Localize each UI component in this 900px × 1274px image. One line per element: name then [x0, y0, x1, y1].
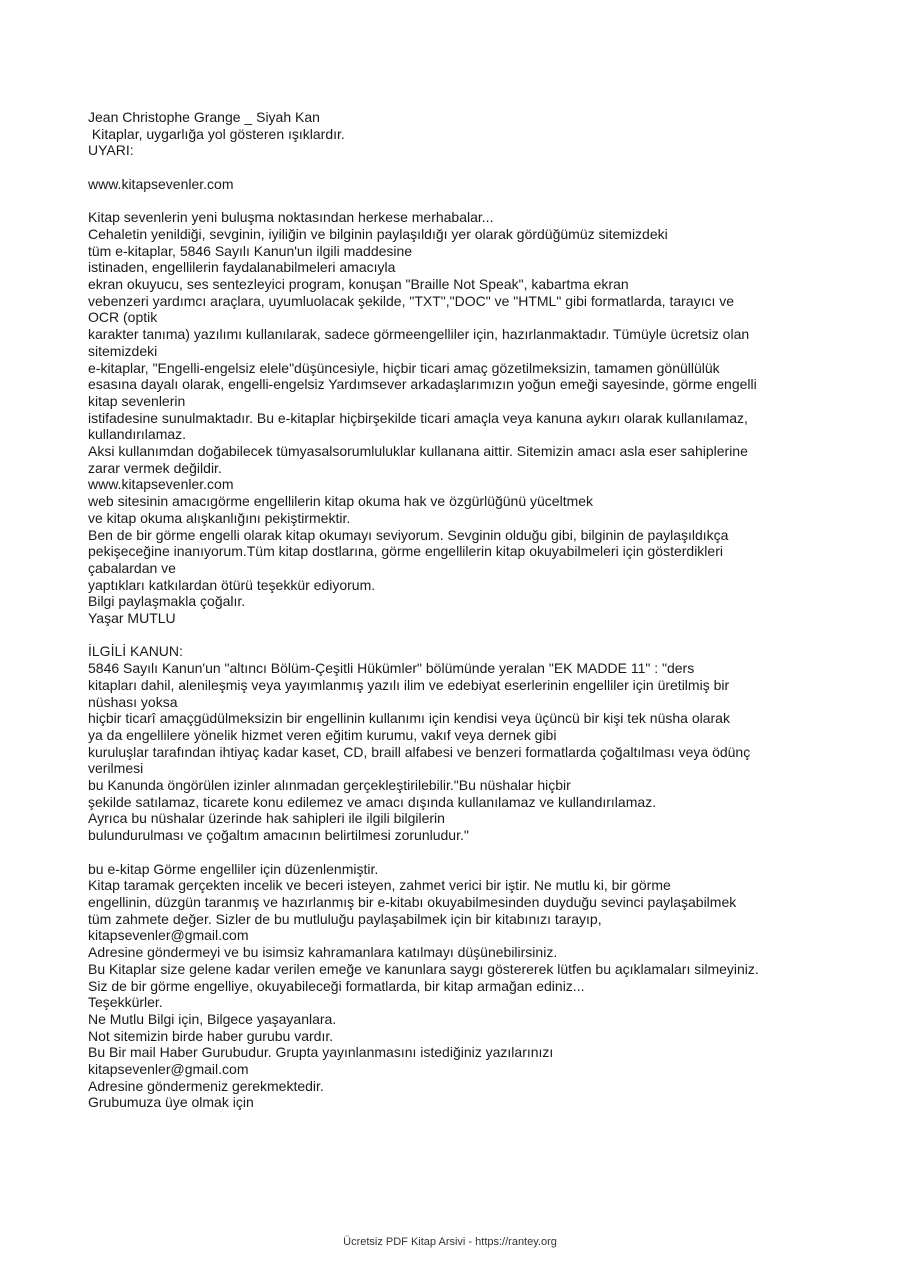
closing-line: engellinin, düzgün taranmış ve hazırlanmış bir e-kitabı okuyabilmesinden duyduğu sevinci paylaşabilmek [88, 893, 737, 910]
spacer [88, 159, 828, 176]
closing-line: bu e-kitap Görme engelliler için düzenlenmiştir. [88, 860, 379, 877]
law-line: verilmesi [88, 760, 144, 777]
closing-line: Bu Bir mail Haber Gurubudur. Grupta yayınlanmasını istediğiniz yazılarınızı [88, 1044, 554, 1061]
warning-line: ve kitap okuma alışkanlığını pekiştirmektir. [88, 509, 351, 526]
warning-line: Ben de bir görme engelli olarak kitap okumayı seviyorum. Sevginin olduğu gibi, bilginin de paylaşıldıkça [88, 526, 729, 543]
closing-line: Kitap taramak gerçekten incelik ve beceri isteyen, zahmet verici bir iştir. Ne mutlu ki, bir görme [88, 877, 671, 894]
law-line: bulundurulması ve çoğaltım amacının belirtilmesi zorunludur." [88, 827, 469, 844]
warning-line: esasına dayalı olarak, engelli-engelsiz Yardımsever arkadaşlarımızın yoğun emeği sayesinde, görme engelli [88, 376, 757, 393]
law-line: bu Kanunda öngörülen izinler alınmadan gerçekleştirilebilir."Bu nüshalar hiçbir [88, 777, 571, 794]
warning-line: web sitesinin amacıgörme engellilerin kitap okuma hak ve özgürlüğünü yüceltmek [88, 493, 594, 510]
closing-line: kitapsevenler@gmail.com [88, 927, 249, 944]
law-line: kuruluşlar tarafından ihtiyaç kadar kaset, CD, braill alfabesi ve benzeri formatlarda çoğaltılması veya ödünç [88, 743, 751, 760]
document-page [88, 109, 828, 1111]
closing-line: Siz de bir görme engelliye, okuyabileceği formatlarda, bir kitap armağan ediniz... [88, 977, 585, 994]
warning-line: kullandırılamaz. [88, 426, 187, 443]
warning-line: Cehaletin yenildiği, sevginin, iyiliğin ve bilginin paylaşıldığı yer olarak gördüğümüz sitemizdeki [88, 225, 668, 242]
law-block [88, 643, 828, 843]
closing-line: Ne Mutlu Bilgi için, Bilgece yaşayanlara. [88, 1010, 337, 1027]
closing-line: Grubumuza üye olmak için [88, 1094, 254, 1111]
closing-line: Bu Kitaplar size gelene kadar verilen emeğe ve kanunlara saygı göstererek lütfen bu açıklamaları silmeyiniz. [88, 960, 759, 977]
warning-block [88, 209, 828, 627]
warning-line: Yaşar MUTLU [88, 610, 176, 627]
warning-line: karakter tanıma) yazılımı kullanılarak, sadece görmeengelliler için, hazırlanmaktadır. Tümüyle ücretsiz olan [88, 326, 750, 343]
warning-line: zarar vermek değildir. [88, 459, 222, 476]
law-line: nüshası yoksa [88, 693, 178, 710]
law-line: İLGİLİ KANUN: [88, 643, 183, 660]
warning-line: Aksi kullanımdan doğabilecek tümyasalsorumluluklar kullanana aittir. Sitemizin amacı asla eser sahiplerine [88, 443, 748, 460]
law-line: şekilde satılamaz, ticarete konu edilemez ve amacı dışında kullanılamaz ve kullandırılamaz. [88, 793, 657, 810]
header-line: UYARI: [88, 142, 134, 159]
warning-line: sitemizdeki [88, 342, 158, 359]
law-line: Ayrıca bu nüshalar üzerinde hak sahipleri ile ilgili bilgilerin [88, 810, 445, 827]
warning-line: çabalardan ve [88, 559, 176, 576]
site-url-line: www.kitapsevenler.com [88, 175, 234, 192]
law-line: kitapları dahil, alenileşmiş veya yayımlanmış yazılı ilim ve edebiyat eserlerinin engelliler için üretilmiş bir [88, 676, 730, 693]
warning-line: tüm e-kitaplar, 5846 Sayılı Kanun'un ilgili maddesine [88, 242, 413, 259]
warning-line: OCR (optik [88, 309, 158, 326]
warning-line: Kitap sevenlerin yeni buluşma noktasından herkese merhabalar... [88, 209, 494, 226]
warning-line: vebenzeri yardımcı araçlara, uyumluolacak şekilde, "TXT","DOC" ve "HTML" gibi formatlarda, tarayıcı ve [88, 292, 735, 309]
warning-line: pekişeceğine inanıyorum.Tüm kitap dostlarına, görme engellilerin kitap okuyabilmeleri için gösterdikleri [88, 543, 723, 560]
spacer [88, 844, 828, 861]
closing-line: Adresine göndermeyi ve bu isimsiz kahramanlara katılmayı düşünebilirsiniz. [88, 944, 558, 961]
warning-line: ekran okuyucu, ses sentezleyici program, konuşan "Braille Not Speak", kabartma ekran [88, 276, 629, 292]
closing-line: Adresine göndermeniz gerekmektedir. [88, 1077, 324, 1094]
warning-line: Bilgi paylaşmakla çoğalır. [88, 593, 246, 610]
law-line: 5846 Sayılı Kanun'un "altıncı Bölüm-Çeşitli Hükümler" bölümünde yeralan "EK MADDE 11" : "ders [88, 660, 695, 677]
warning-line: www.kitapsevenler.com [88, 476, 234, 493]
warning-line: e-kitaplar, "Engelli-engelsiz elele"düşüncesiyle, hiçbir ticari amaç gözetilmeksizin, tamamen gönüllülük [88, 359, 720, 376]
spacer [88, 627, 828, 644]
closing-line: Not sitemizin birde haber gurubu vardır. [88, 1027, 334, 1044]
warning-line: kitap sevenlerin [88, 392, 186, 409]
closing-line: kitapsevenler@gmail.com [88, 1061, 249, 1078]
warning-line: istifadesine sunulmaktadır. Bu e-kitaplar hiçbirşekilde ticari amaçla veya kanuna aykırı olarak kullanılamaz, [88, 409, 748, 426]
warning-line: istinaden, engellilerin faydalanabilmeleri amacıyla [88, 259, 396, 276]
law-line: hiçbir ticarî amaçgüdülmeksizin bir engellinin kullanımı için kendisi veya üçüncü bir kişi tek nüsha olarak [88, 710, 730, 727]
closing-line: tüm zahmete değer. Sizler de bu mutluluğu paylaşabilmek için bir kitabınızı tarayıp, [88, 910, 602, 927]
warning-line: yaptıkları katkılardan ötürü teşekkür ediyorum. [88, 576, 376, 593]
header-block [88, 109, 828, 159]
page-footer: Ücretsiz PDF Kitap Arsivi - https://rantey.org [343, 1236, 557, 1248]
header-line: Jean Christophe Grange _ Siyah Kan [88, 109, 320, 125]
header-line: Kitaplar, uygarlığa yol gösteren ışıklardır. [88, 125, 345, 142]
spacer [88, 193, 828, 210]
closing-line: Teşekkürler. [88, 994, 163, 1011]
law-line: ya da engellilere yönelik hizmet veren eğitim kurumu, vakıf veya dernek gibi [88, 726, 557, 743]
closing-block [88, 861, 828, 1112]
